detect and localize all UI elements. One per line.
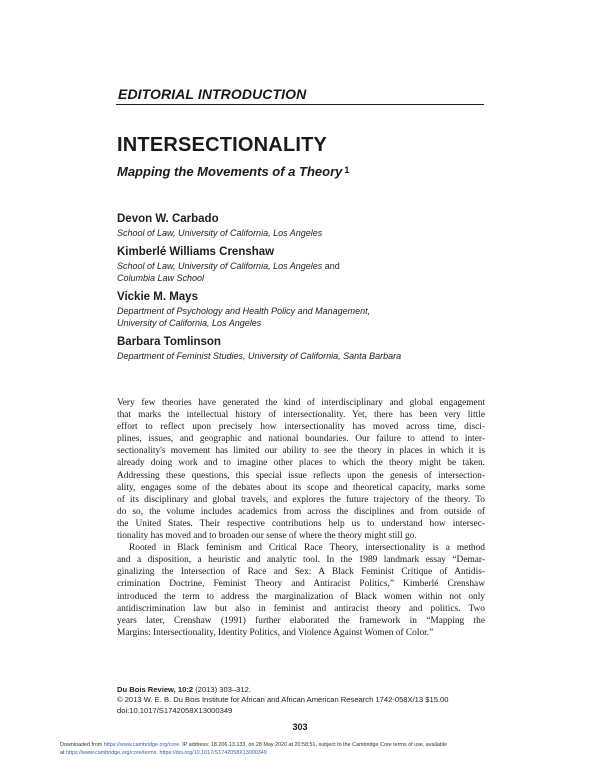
- body-line: effort to reflect upon precisely how intersectionality has moved across time, disci-: [117, 422, 485, 433]
- header-rule: [116, 104, 484, 105]
- page-number: 303: [292, 722, 308, 732]
- author-name: Kimberlé Williams Crenshaw: [117, 246, 275, 258]
- body-line: already doing work and to imagine other places to which the theory might be taken.: [117, 458, 485, 469]
- subtitle-text: Mapping the Movements of a Theory: [117, 164, 343, 179]
- body-text: [117, 397, 485, 639]
- body-line: ality, engages some of the debates about its scope and theoretical capacity, marks some: [117, 482, 485, 493]
- author-entry: [117, 212, 497, 239]
- body-line: Addressing these questions, this special issue reflects upon the genesis of intersection-: [117, 470, 485, 481]
- download-notice: Downloaded from https://www.cambridge.org/core. IP address: 18.206.13.133, on 28 May 2020 at 20:58:51, subject to the Cambridge Core terms of use, available at https://www.cambridge.org/core/terms. https://doi.org/10.1017/S1742058X13000349: [60, 742, 448, 756]
- author-affiliation: Department of Feminist Studies, University of California, Santa Barbara: [117, 351, 402, 361]
- author-name: Devon W. Carbado: [117, 213, 219, 225]
- body-line: and a disposition, a heuristic and analytic tool. In the 1989 landmark essay “Demar-: [117, 555, 485, 566]
- citation-footer: [117, 685, 497, 716]
- body-line: Rooted in Black feminism and Critical Race Theory, intersectionality is a method: [129, 543, 485, 554]
- author-entry: [117, 335, 497, 362]
- doi-link[interactable]: https://doi.org/10.1017/S1742058X13000349: [159, 750, 267, 756]
- doi-line: doi:10.1017/S1742058X13000349: [117, 705, 233, 715]
- author-name: Vickie M. Mays: [117, 291, 198, 303]
- author-affiliation: School of Law, University of California, Los Angeles: [117, 228, 323, 238]
- terms-link[interactable]: https://www.cambridge.org/core/terms: [66, 750, 157, 756]
- body-line: ginalizing the Intersection of Race and Sex: A Black Feminist Critique of Antidis-: [117, 567, 485, 578]
- body-line: the United States. Their respective contributions help us to understand how intersec-: [117, 518, 485, 529]
- author-affiliation: Department of Psychology and Health Policy and Management, University of California, Los Angeles: [117, 306, 371, 328]
- body-line: plines, issues, and geographic and national boundaries. Our failure to attend to inter-: [117, 434, 485, 445]
- body-line: years later, Crenshaw (1991) further elaborated the framework in “Mapping the: [117, 615, 485, 626]
- body-line: Very few theories have generated the kind of interdisciplinary and global engagement: [117, 398, 485, 408]
- cambridge-core-link[interactable]: https://www.cambridge.org/core: [103, 742, 180, 748]
- body-line: Margins: Intersectionality, Identity Politics, and Violence Against Women of Color.”: [117, 627, 434, 638]
- copyright-line: © 2013 W. E. B. Du Bois Institute for African and African American Research 1742-058X/13 $15.00: [117, 695, 449, 705]
- section-label: EDITORIAL INTRODUCTION: [118, 86, 307, 102]
- author-list: [117, 212, 497, 368]
- body-line: do so, the volume includes academics from across the disciplines and from outside of: [117, 506, 485, 517]
- author-entry: [117, 290, 497, 329]
- author-affiliation: School of Law, University of California, Los Angeles and Columbia Law School: [117, 261, 340, 283]
- body-line: sectionality's movement has limited our ability to see the theory in places in which it is: [117, 446, 485, 457]
- body-line: of its disciplinary and global travels, and explores the future trajectory of the theory. To: [117, 494, 485, 505]
- body-line: crimination Doctrine, Feminist Theory and Antiracist Politics,” Kimberlé Crenshaw: [117, 579, 485, 590]
- body-line: introduced the term to address the marginalization of Black women within not only: [117, 591, 485, 602]
- article-title: INTERSECTIONALITY: [117, 134, 328, 156]
- body-line: antidiscrimination law but also in feminist and antiracist theory and politics. Two: [117, 603, 485, 614]
- article-subtitle: [117, 164, 349, 179]
- author-name: Barbara Tomlinson: [117, 336, 221, 348]
- body-line: that marks the intellectual history of intersectionality. Yet, there has been very little: [117, 410, 485, 421]
- body-line: tionality has moved and to broaden our sense of where the theory might still go.: [117, 531, 417, 542]
- footnote-mark: 1: [344, 165, 350, 175]
- journal-citation: Du Bois Review, 10:2 (2013) 303–312.: [117, 685, 251, 694]
- author-entry: [117, 245, 497, 284]
